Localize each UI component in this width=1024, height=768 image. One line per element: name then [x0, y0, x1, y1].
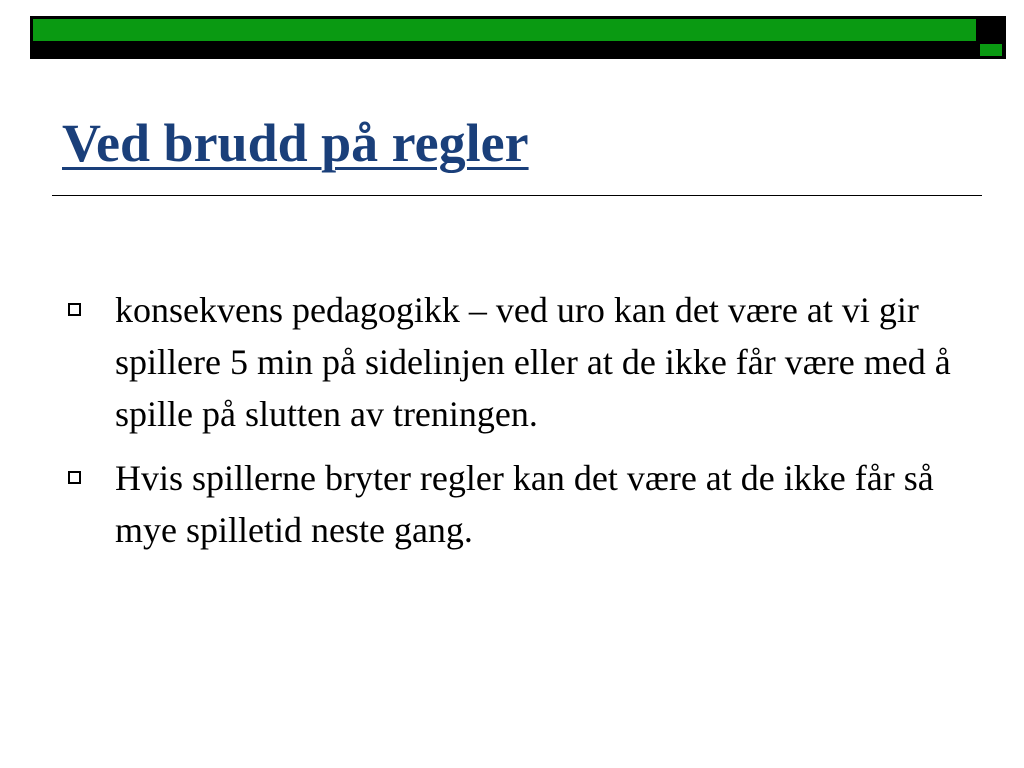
bullet-item [66, 452, 966, 556]
bullet-list [66, 284, 966, 568]
title-divider [52, 195, 982, 196]
top-green-stripe [33, 19, 976, 41]
bullet-text: Hvis spillerne bryter regler kan det være at de ikke får så mye spilletid neste gang. [115, 458, 934, 550]
bullet-text: konsekvens pedagogikk – ved uro kan det være at vi gir spillere 5 min på sidelinjen eller at de ikke får være med å spille på slutten av treningen. [115, 290, 951, 434]
corner-green-square [980, 44, 1002, 56]
slide-title: Ved brudd på regler [62, 113, 529, 173]
bullet-item [66, 284, 966, 440]
hollow-square-bullet-icon [68, 471, 81, 484]
hollow-square-bullet-icon [68, 303, 81, 316]
